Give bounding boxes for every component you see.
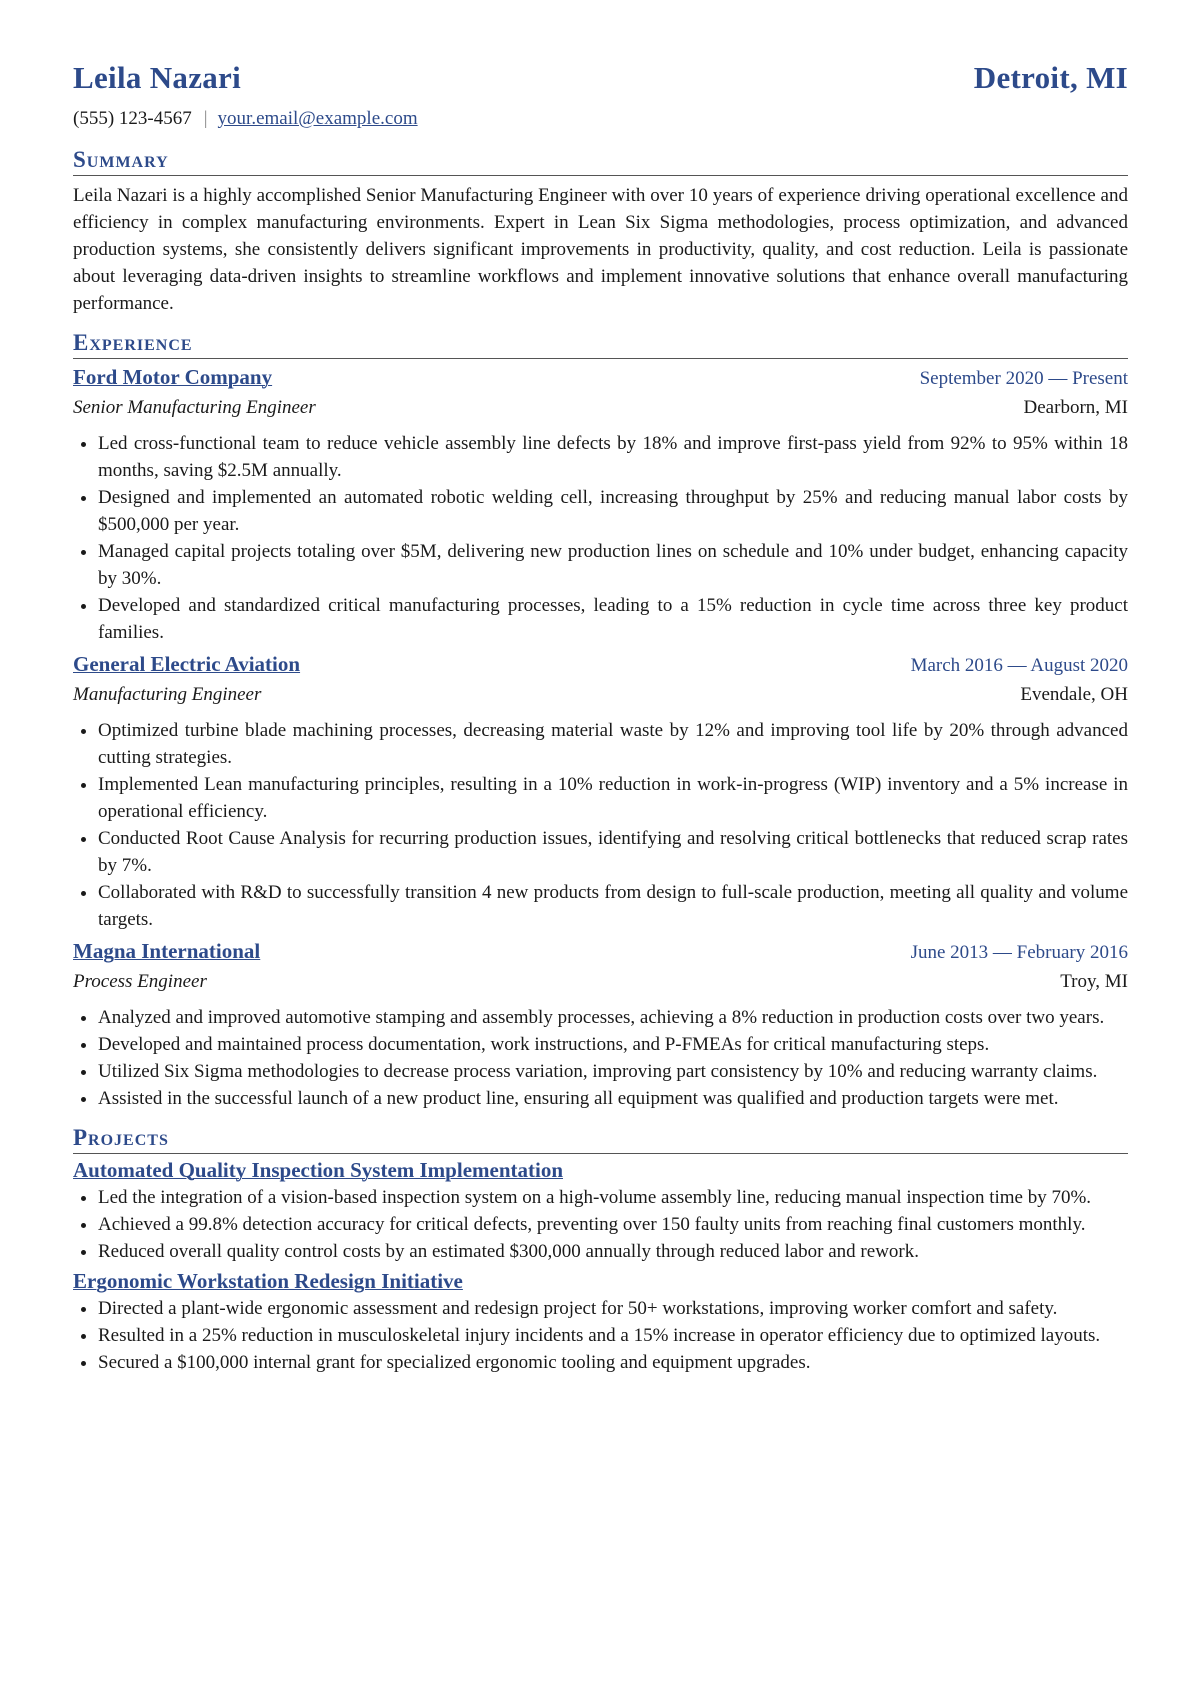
resume-header <box>73 60 1128 104</box>
bullet-item: Secured a $100,000 internal grant for specialized ergonomic tooling and equipment upgrades. <box>73 1349 1128 1376</box>
candidate-location: Detroit, MI <box>973 60 1128 95</box>
email-link[interactable]: your.email@example.com <box>217 108 418 129</box>
experience-heading: Experience <box>73 329 1128 359</box>
bullet-item: Managed capital projects totaling over $5M, delivering new production lines on schedule and 10% under budget, enhancing capacity by 30%. <box>73 538 1128 592</box>
bullet-item: Directed a plant-wide ergonomic assessment and redesign project for 50+ workstations, improving worker comfort and safety. <box>73 1295 1128 1322</box>
bullet-item: Resulted in a 25% reduction in musculoskeletal injury incidents and a 15% increase in operator efficiency due to optimized layouts. <box>73 1322 1128 1349</box>
bullet-item: Developed and standardized critical manufacturing processes, leading to a 15% reduction in cycle time across three key product families. <box>73 592 1128 646</box>
job-bullets <box>73 430 1128 646</box>
job-bullets <box>73 1004 1128 1112</box>
bullet-item: Assisted in the successful launch of a new product line, ensuring all equipment was qualified and production targets were met. <box>73 1085 1128 1112</box>
project-title-link[interactable]: Automated Quality Inspection System Implementation <box>73 1158 564 1182</box>
job-entry-ford <box>73 363 1128 646</box>
bullet-item: Led the integration of a vision-based inspection system on a high-volume assembly line, reducing manual inspection time by 70%. <box>73 1184 1128 1211</box>
project-entry <box>73 1156 1128 1265</box>
company-link[interactable]: Ford Motor Company <box>73 365 273 389</box>
project-bullets <box>73 1295 1128 1376</box>
job-location: Evendale, OH <box>1020 684 1128 705</box>
job-dates: March 2016 — August 2020 <box>910 655 1128 676</box>
phone-number: (555) 123-4567 <box>73 108 192 129</box>
bullet-item: Analyzed and improved automotive stamping and assembly processes, achieving a 8% reduction in production costs over two years. <box>73 1004 1128 1031</box>
contact-separator: | <box>203 108 208 129</box>
bullet-item: Reduced overall quality control costs by an estimated $300,000 annually through reduced labor and rework. <box>73 1238 1128 1265</box>
project-entry <box>73 1267 1128 1376</box>
job-role: Manufacturing Engineer <box>73 684 262 705</box>
job-dates: June 2013 — February 2016 <box>910 942 1128 963</box>
bullet-item: Achieved a 99.8% detection accuracy for critical defects, preventing over 150 faulty units from reaching final customers monthly. <box>73 1211 1128 1238</box>
bullet-item: Optimized turbine blade machining processes, decreasing material waste by 12% and improving tool life by 20% through advanced cutting strategies. <box>73 717 1128 771</box>
job-entry-magna <box>73 937 1128 1112</box>
bullet-item: Designed and implemented an automated robotic welding cell, increasing throughput by 25% and reducing manual labor costs by $500,000 per year. <box>73 484 1128 538</box>
job-bullets <box>73 717 1128 933</box>
bullet-item: Led cross-functional team to reduce vehicle assembly line defects by 18% and improve first-pass yield from 92% to 95% within 18 months, saving $2.5M annually. <box>73 430 1128 484</box>
company-link[interactable]: General Electric Aviation <box>73 652 301 676</box>
candidate-name: Leila Nazari <box>73 60 242 95</box>
job-role: Process Engineer <box>73 971 207 992</box>
project-bullets <box>73 1184 1128 1265</box>
bullet-item: Utilized Six Sigma methodologies to decrease process variation, improving part consistency by 10% and reducing warranty claims. <box>73 1058 1128 1085</box>
company-link[interactable]: Magna International <box>73 939 261 963</box>
resume-page <box>73 60 1128 1376</box>
bullet-item: Conducted Root Cause Analysis for recurring production issues, identifying and resolving critical bottlenecks that reduced scrap rates by 7%. <box>73 825 1128 879</box>
bullet-item: Collaborated with R&D to successfully transition 4 new products from design to full-scale production, meeting all quality and volume targets. <box>73 879 1128 933</box>
project-title-link[interactable]: Ergonomic Workstation Redesign Initiative <box>73 1269 463 1293</box>
summary-heading: Summary <box>73 146 1128 176</box>
job-dates: September 2020 — Present <box>919 368 1128 389</box>
job-entry-ge <box>73 650 1128 933</box>
bullet-item: Implemented Lean manufacturing principles, resulting in a 10% reduction in work-in-progress (WIP) inventory and a 5% increase in operational efficiency. <box>73 771 1128 825</box>
bullet-item: Developed and maintained process documentation, work instructions, and P-FMEAs for critical manufacturing steps. <box>73 1031 1128 1058</box>
summary-text: Leila Nazari is a highly accomplished Senior Manufacturing Engineer with over 10 years of experience driving operational excellence and efficiency in complex manufacturing environments. Expert in Lean Six Sigma methodologies, process optimization, and advanced production systems, she consistently delivers significant improvements in productivity, quality, and cost reduction. Leila is passionate about leveraging data-driven insights to streamline workflows and implement innovative solutions that enhance overall manufacturing performance. <box>73 185 1128 314</box>
job-location: Troy, MI <box>1060 971 1128 992</box>
job-location: Dearborn, MI <box>1023 397 1128 418</box>
contact-line <box>73 108 1128 136</box>
job-role: Senior Manufacturing Engineer <box>73 397 316 418</box>
projects-heading: Projects <box>73 1124 1128 1154</box>
